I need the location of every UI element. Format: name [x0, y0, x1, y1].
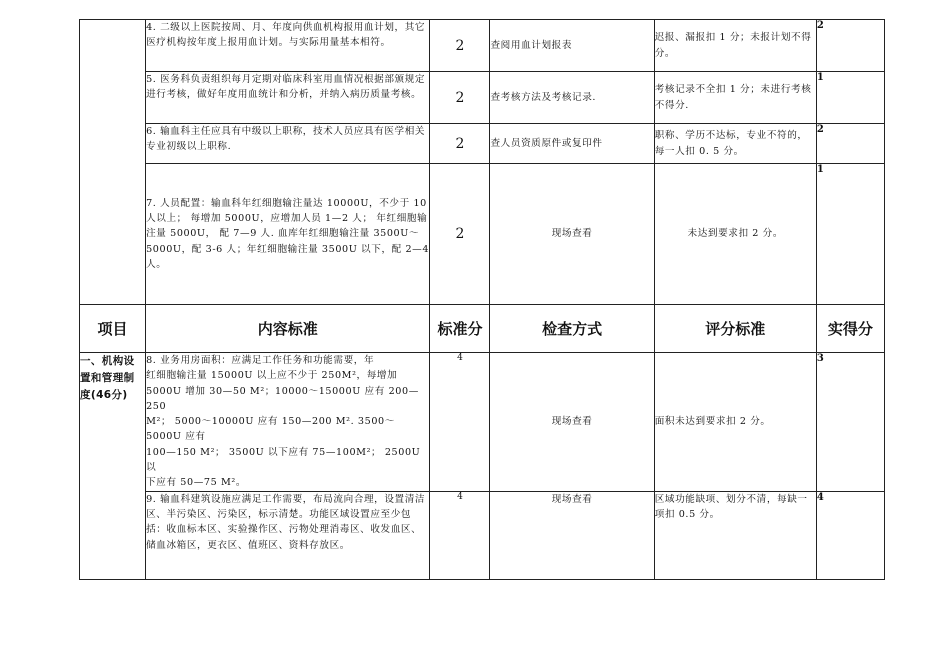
header-project: 项目 — [80, 305, 146, 353]
criteria-cell: 职称、学历不达标，专业不符的，每一人扣 0. 5 分。 — [654, 124, 816, 164]
content-cell: 9. 输血科建筑设施应满足工作需要，布局流向合理，设置清洁区、半污染区、污染区，标示清楚。功能区域设置应至少包括：收血标本区、实验操作区、污物处理消毒区、收发血区、储血冰箱区，更衣区、值班区、资料存放区。 — [146, 491, 430, 579]
content-cell: 4. 二级以上医院按周、月、年度向供血机构报用血计划，其它医疗机构按年度上报用血计划。与实际用量基本相符。 — [146, 20, 430, 72]
table-row — [80, 20, 885, 72]
score-cell: 4 — [430, 491, 490, 579]
content-cell: 6. 输血科主任应具有中级以上职称，技术人员应具有医学相关专业初级以上职称. — [146, 124, 430, 164]
header-actual: 实得分 — [816, 305, 884, 353]
method-cell: 现场查看 — [490, 491, 654, 579]
header-score: 标准分 — [430, 305, 490, 353]
criteria-cell: 考核记录不全扣 1 分；未进行考核不得分. — [654, 72, 816, 124]
header-method: 检查方式 — [490, 305, 654, 353]
header-row — [80, 305, 885, 353]
category-cell: 一、机构设置和管理制度(46分) — [80, 353, 146, 580]
content-cell: 7. 人员配置：输血科年红细胞输注量达 10000U，不少于 10 人以上； 每增加 5000U，应增加人员 1—2 人； 年红细胞输注量 5000U， 配 7—9 人. 血库年红细胞输注量 3500U～5000U，配 3-6 人；年红细胞输注量 3500U 以下，配 2—4 人。 — [146, 164, 430, 305]
actual-score-cell: 4 — [816, 491, 884, 579]
table-row — [80, 491, 885, 579]
score-cell: 4 — [430, 353, 490, 492]
content-line: 5000U 增加 30—50 M²；10000～15000U 应有 200—250 — [146, 385, 419, 412]
table-row — [80, 72, 885, 124]
method-cell: 查人员资质原件或复印件 — [490, 124, 654, 164]
table-row — [80, 124, 885, 164]
score-cell: 2 — [430, 20, 490, 72]
category-cell-empty — [80, 20, 146, 305]
table-row — [80, 164, 885, 305]
method-cell: 现场查看 — [490, 353, 654, 492]
actual-score-cell: 1 — [816, 72, 884, 124]
score-cell: 2 — [430, 124, 490, 164]
content-cell — [146, 353, 430, 492]
assessment-table — [79, 19, 885, 580]
content-line: 100—150 M²； 3500U 以下应有 75—100M²； 2500U 以 — [146, 446, 421, 474]
content-cell: 5. 医务科负责组织每月定期对临床科室用血情况根据部颁规定进行考核，做好年度用血统计和分析，并纳入病历质量考核。 — [146, 72, 430, 124]
content-line: 8. 业务用房面积：应满足工作任务和功能需要，年 — [146, 355, 375, 366]
score-cell: 2 — [430, 72, 490, 124]
content-line: M²； 5000～10000U 应有 150—200 M². 3500～5000U 应有 — [146, 416, 395, 443]
actual-score-cell: 2 — [816, 20, 884, 72]
score-cell: 2 — [430, 164, 490, 305]
header-content: 内容标准 — [146, 305, 430, 353]
criteria-cell: 迟报、漏报扣 1 分；未报计划不得分。 — [654, 20, 816, 72]
method-cell: 查阅用血计划报表 — [490, 20, 654, 72]
table-row — [80, 353, 885, 492]
criteria-cell: 区域功能缺项、划分不清，每缺一项扣 0.5 分。 — [654, 491, 816, 579]
content-line: 下应有 50—75 M²。 — [146, 477, 247, 489]
header-criteria: 评分标准 — [654, 305, 816, 353]
method-cell: 现场查看 — [490, 164, 654, 305]
criteria-cell: 未达到要求扣 2 分。 — [654, 164, 816, 305]
content-line: 红细胞输注量 15000U 以上应不少于 250M²，每增加 — [146, 370, 398, 382]
actual-score-cell: 1 — [816, 164, 884, 305]
actual-score-cell: 2 — [816, 124, 884, 164]
criteria-cell: 面积未达到要求扣 2 分。 — [654, 353, 816, 492]
method-cell: 查考核方法及考核记录. — [490, 72, 654, 124]
actual-score-cell: 3 — [816, 353, 884, 492]
